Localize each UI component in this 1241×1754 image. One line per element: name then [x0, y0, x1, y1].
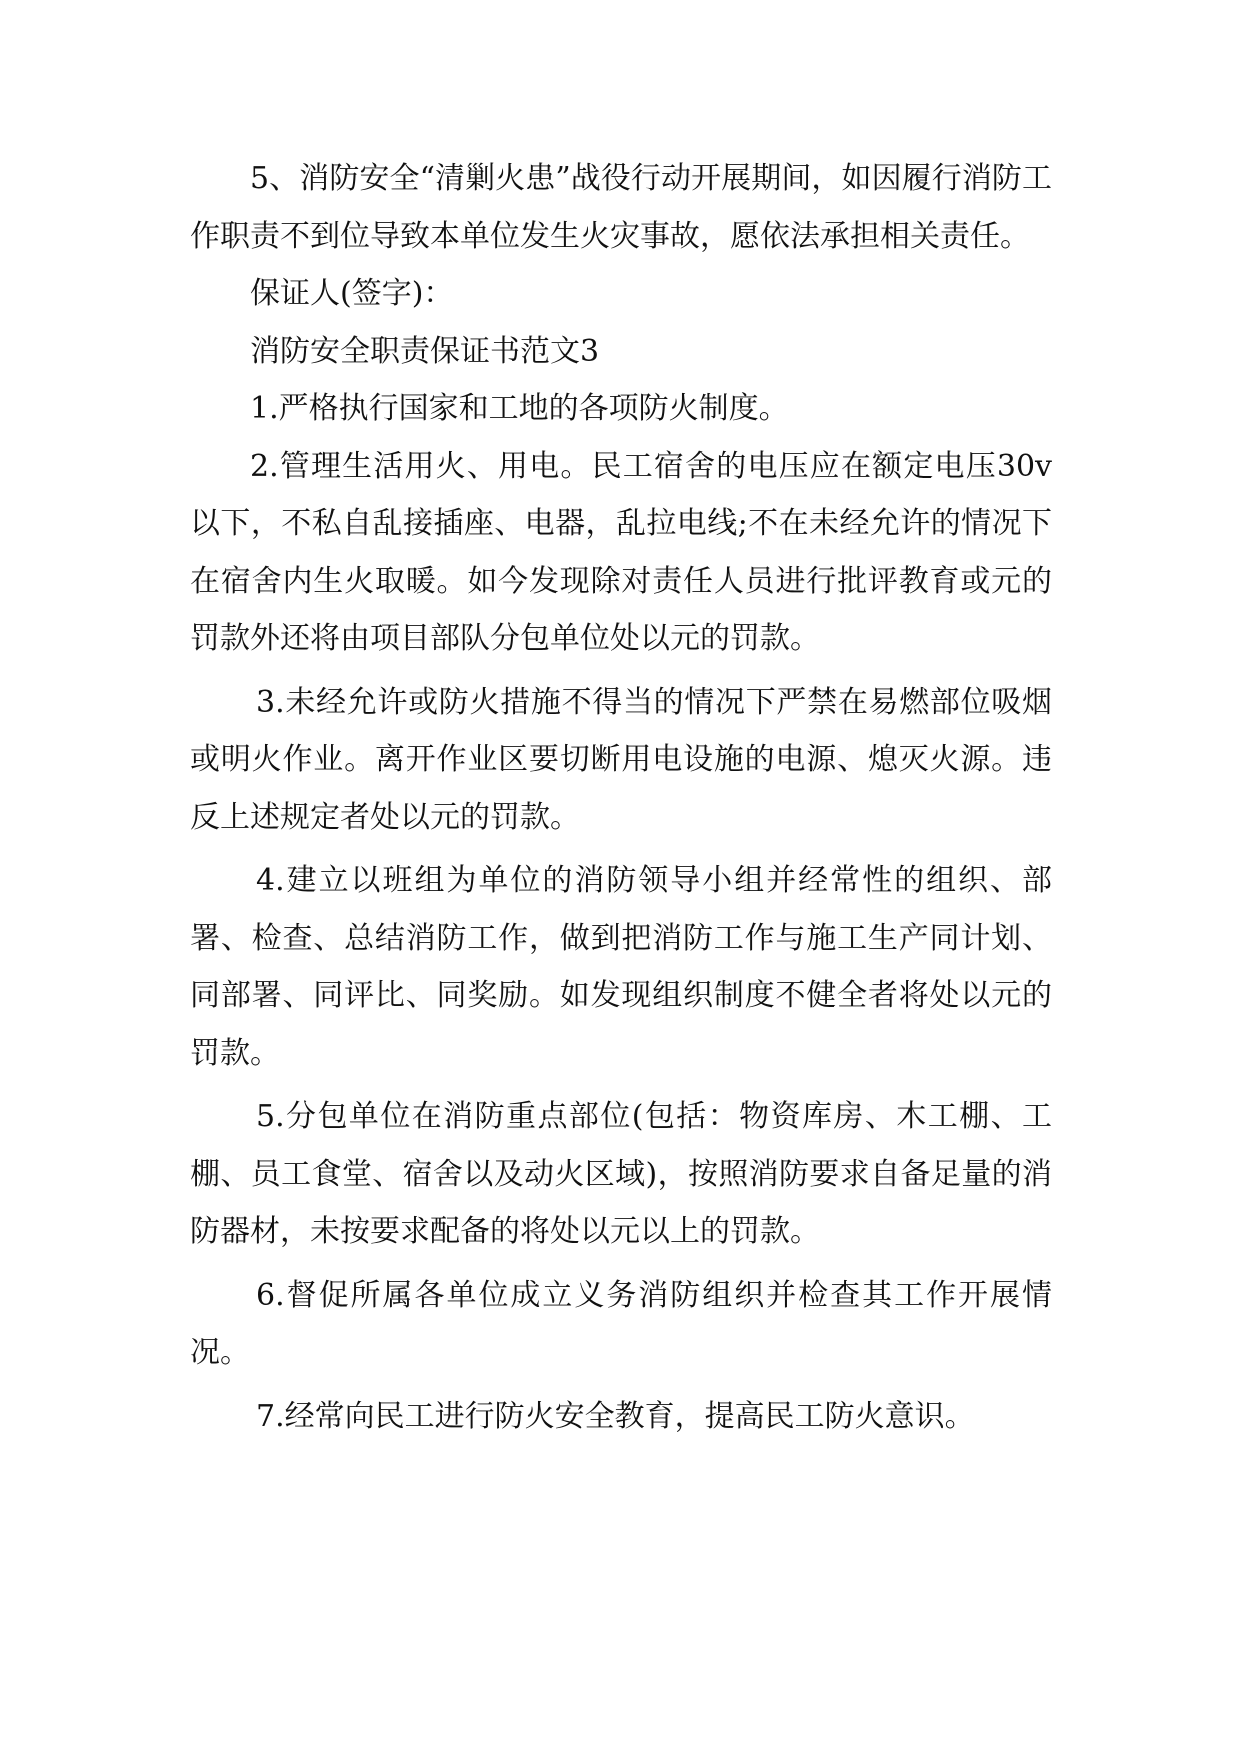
list-item-3: 3.未经允许或防火措施不得当的情况下严禁在易燃部位吸烟或明火作业。离开作业区要切断用电设施的电源、熄灭火源。违反上述规定者处以元的罚款。	[190, 684, 1052, 835]
list-item-7: 7.经常向民工进行防火安全教育，提高民工防火意识。	[256, 1398, 975, 1434]
list-item-1: 1.严格执行国家和工地的各项防火制度。	[250, 391, 789, 426]
document-body	[190, 150, 1052, 1445]
list-item-6: 6.督促所属各单位成立义务消防组织并检查其工作开展情况。	[190, 1277, 1052, 1370]
list-item-4: 4.建立以班组为单位的消防领导小组并经常性的组织、部署、检查、总结消防工作，做到把消防工作与施工生产同计划、同部署、同评比、同奖励。如发现组织制度不健全者将处以元的罚款。	[190, 863, 1052, 1071]
list-item-5: 5.分包单位在消防重点部位(包括：物资库房、木工棚、工棚、员工食堂、宿舍以及动火区域)，按照消防要求自备足量的消防器材，未按要求配备的将处以元以上的罚款。	[190, 1099, 1052, 1249]
paragraph-liability-clause: 5、消防安全“清剿火患”战役行动开展期间，如因履行消防工作职责不到位导致本单位发生火灾事故，愿依法承担相关责任。	[190, 161, 1052, 254]
paragraph-guarantor-signature: 保证人(签字)：	[250, 276, 454, 311]
list-item-2: 2.管理生活用火、用电。民工宿舍的电压应在额定电压30v以下，不私自乱接插座、电器，乱拉电线;不在未经允许的情况下在宿舍内生火取暖。如今发现除对责任人员进行批评教育或元的罚款外还将由项目部队分包单位处以元的罚款。	[190, 448, 1052, 656]
section-heading: 消防安全职责保证书范文3	[250, 333, 600, 369]
